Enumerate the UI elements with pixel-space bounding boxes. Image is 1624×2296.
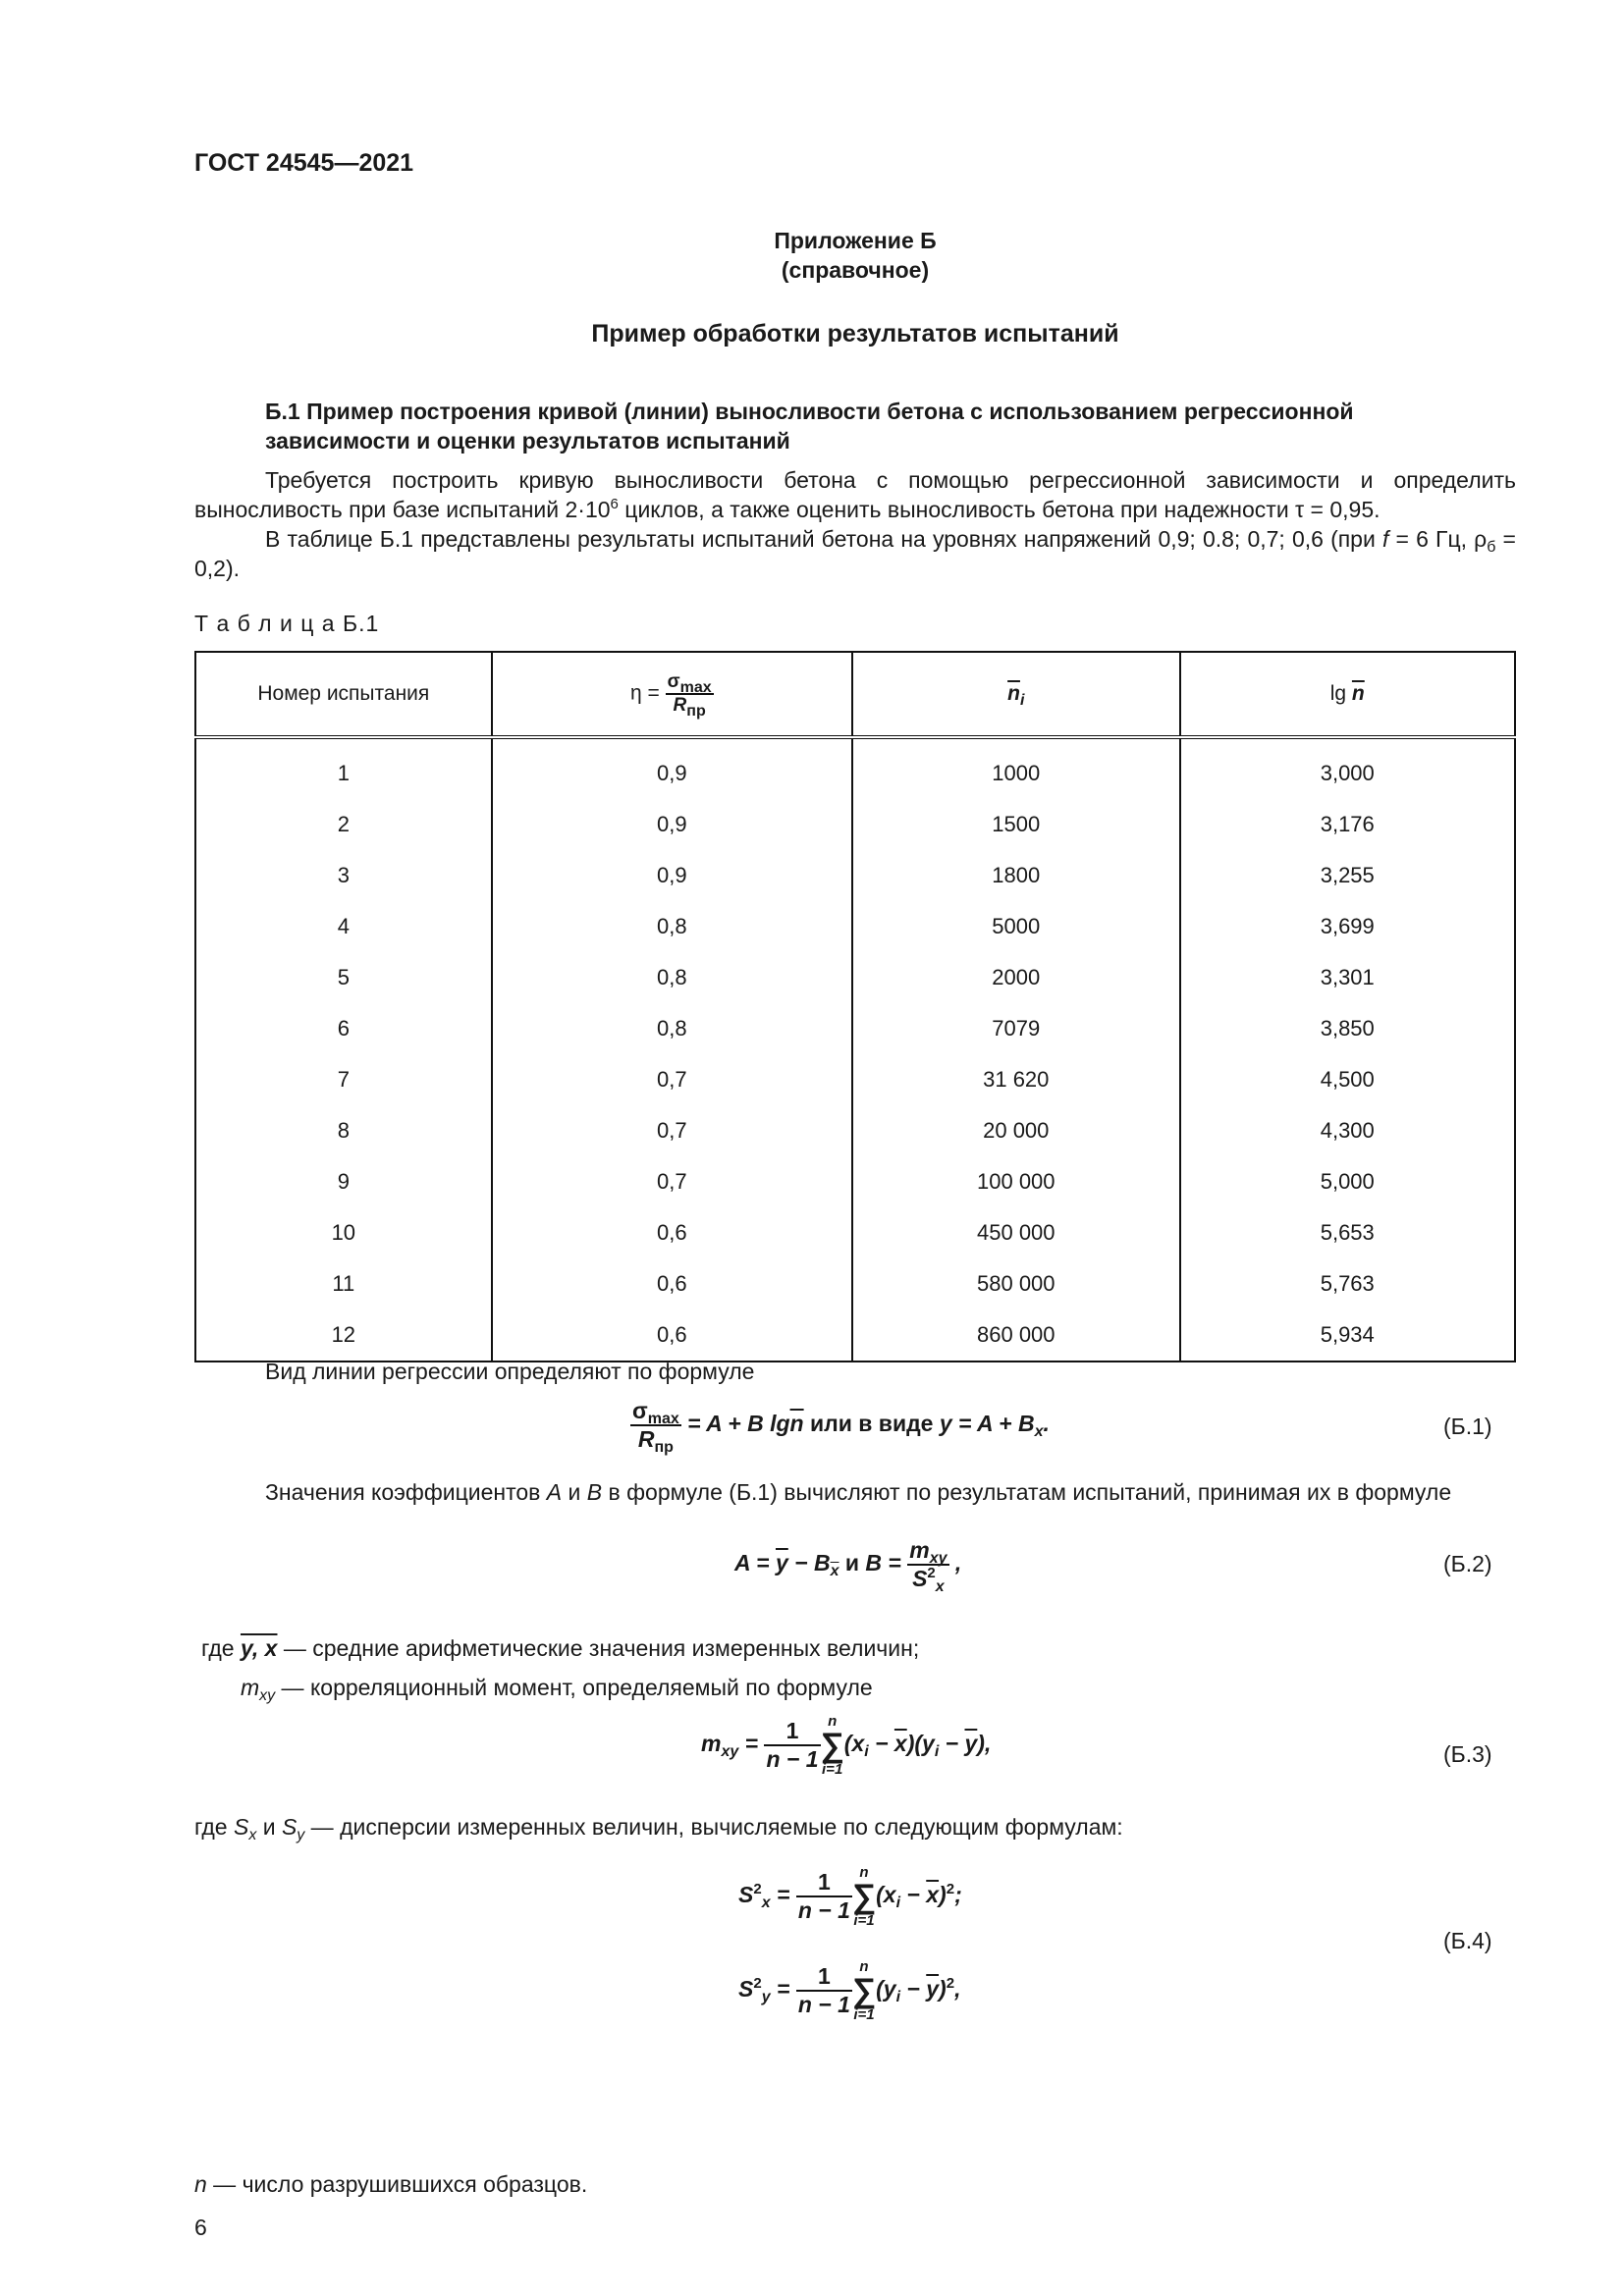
cycles-symbol: $\overline{n}$ [1007,682,1020,705]
b4-sum-sign2: n ∑ i=1 [851,1958,877,2023]
cell-eta: 0,6 [492,1207,852,1258]
p1-exponent: 6 [610,496,619,512]
cell-lg: 5,934 [1180,1309,1516,1362]
table-row [195,1156,1515,1207]
b2-den-sup: 2 [927,1565,936,1581]
b4-s1: S [738,1882,754,1908]
cell-cycles: 450 000 [852,1207,1179,1258]
b1-rhs-sub: x [1034,1423,1044,1441]
b4-l1-c: ) [939,1882,947,1908]
p1-text-a: Требуется построить кривую выносливости бетона с помощью регрессионной зависимости и определить выносливость при базе испытаний 2·10 [194,467,1516,522]
coef-text-c: в формуле (Б.1) вычисляют по результатам испытаний, принимая их в формуле [602,1479,1452,1505]
appendix-heading: Пример обработки результатов испытаний [591,320,1119,347]
table-row [195,799,1515,850]
header-test-number: Номер испытания [195,652,492,737]
b1-den: R [637,1426,655,1452]
b1-den-sub: пр [654,1439,674,1456]
b4-l1-a: (x [876,1882,896,1908]
eta-den-sub: пр [686,703,706,720]
b4-sum-bot2: i=1 [853,2006,875,2023]
eq-number-b4: (Б.4) [1443,1928,1492,1953]
b4-l2-end: , [954,1976,961,2002]
table-row [195,737,1515,799]
b3-one: 1 [764,1718,820,1746]
cell-eta: 0,9 [492,799,852,850]
b3-sum-bot: i=1 [822,1761,843,1778]
cell-number: 12 [195,1309,492,1362]
eta-den: R [673,695,687,716]
p2-f-symbol: f [1381,526,1389,552]
b1-n: $\overline{n}$ [789,1411,804,1437]
table-row [195,952,1515,1003]
b3-body-d: − [939,1731,965,1757]
b3-xbar: $\overline{x}$ [893,1731,907,1757]
cell-eta: 0,8 [492,952,852,1003]
header-lg [1180,652,1516,737]
b4-eq1: = [770,1882,796,1908]
cell-cycles: 100 000 [852,1156,1179,1207]
b1-num: σ [632,1398,648,1423]
b3-sum-sign: n ∑ i=1 [820,1713,844,1778]
b4-nm1-1: n − 1 [797,1897,850,1923]
cell-number: 10 [195,1207,492,1258]
table-row [195,1003,1515,1054]
b3-body-i2: i [934,1743,940,1761]
b1-fraction [630,1398,681,1456]
cell-number: 3 [195,850,492,901]
eq-number-b1: (Б.1) [1443,1414,1492,1439]
cell-cycles: 20 000 [852,1105,1179,1156]
cell-cycles: 2000 [852,952,1179,1003]
table-row [195,850,1515,901]
formula-b2 [734,1537,962,1595]
cell-cycles: 7079 [852,1003,1179,1054]
cell-cycles: 1800 [852,850,1179,901]
b3-sum-top: n [828,1713,838,1730]
cell-lg: 4,300 [1180,1105,1516,1156]
b2-and: и [839,1550,866,1576]
b2-fraction [907,1537,948,1595]
eta-num: σ [667,671,680,692]
n-definition [194,2171,587,2198]
b4-l2-bar: $\overline{y}$ [926,1976,940,2002]
eta-fraction [666,671,714,720]
b3-body-c: )(y [906,1731,935,1757]
where3-S: S [233,1814,249,1840]
b4-l2-i: i [895,1989,901,2006]
table-row [195,1054,1515,1105]
cell-cycles: 5000 [852,901,1179,952]
section-heading-line1: Б.1 Пример построения кривой (линии) выносливости бетона с использованием регрессионной [265,399,1354,424]
formula-b4-line2 [738,1959,960,2022]
cell-number: 1 [195,737,492,799]
b1-num-sub: max [647,1411,679,1427]
b4-l2-c: ) [939,1976,947,2002]
p1-text-b: циклов, а также оценить выносливость бетона при надежности τ = 0,95. [618,497,1380,522]
b4-sum-top1: n [859,1864,869,1881]
where2-text: — корреляционный момент, определяемый по формуле [275,1675,873,1700]
cell-eta: 0,7 [492,1054,852,1105]
table-row [195,1309,1515,1362]
appendix-title: Приложение Б [774,228,937,253]
coef-text-a: Значения коэффициентов [265,1479,547,1505]
cell-number: 4 [195,901,492,952]
b2-B: B = [865,1550,908,1576]
cell-number: 7 [195,1054,492,1105]
b4-one1: 1 [796,1869,852,1897]
where3-text: — дисперсии измеренных величин, вычисляемые по следующим формулам: [304,1814,1123,1840]
table-header-row [195,652,1515,737]
table-row [195,1207,1515,1258]
table-row [195,1258,1515,1309]
cell-lg: 5,000 [1180,1156,1516,1207]
cell-cycles: 860 000 [852,1309,1179,1362]
section-heading [265,397,1516,455]
b4-l1-bar: $\overline{x}$ [926,1882,940,1908]
eq-number-b3: (Б.3) [1443,1741,1492,1767]
where2-sub: xy [259,1687,276,1704]
b3-body-a: (x [843,1731,865,1757]
b4-l1-b: − [900,1882,927,1908]
where-moment [241,1675,873,1704]
page-number: 6 [194,2215,207,2240]
b4-sup1: 2 [753,1881,762,1898]
cell-number: 9 [195,1156,492,1207]
cell-eta: 0,6 [492,1258,852,1309]
b4-l1-i: i [895,1895,901,1912]
cell-eta: 0,8 [492,901,852,952]
section-heading-line2: зависимости и оценки результатов испытаний [265,428,790,454]
b4-l2-sq: 2 [946,1975,955,1993]
where3-and: и [256,1814,282,1840]
p2-text-b: = 6 Гц, ρ [1388,526,1488,552]
formula-b4-line1 [738,1865,962,1928]
coef-A: A [546,1479,563,1505]
b4-sub1: x [761,1895,771,1912]
cell-lg: 5,763 [1180,1258,1516,1309]
cell-lg: 3,176 [1180,799,1516,850]
b3-fraction [764,1718,820,1773]
b4-fraction2 [796,1963,852,2018]
cell-lg: 5,653 [1180,1207,1516,1258]
coef-B: B [586,1479,603,1505]
b4-eq2: = [770,1976,796,2002]
n-def-text: — число разрушившихся образцов. [206,2171,588,2197]
b2-ybar: $\overline{y}$ [775,1550,788,1576]
where3-y: y [297,1827,305,1843]
where1-lead: где [201,1635,241,1661]
b4-sup2: 2 [753,1975,762,1993]
cell-lg: 3,255 [1180,850,1516,901]
b4-sum-sign1: n ∑ i=1 [851,1864,877,1929]
b3-body-e: ), [977,1731,992,1757]
eq-number-b2: (Б.2) [1443,1551,1492,1576]
b2-lhs: A = [734,1550,776,1576]
b3-nm1: n − 1 [766,1746,819,1772]
where3-x: x [248,1827,257,1843]
b2-comma: , [948,1550,962,1576]
paragraph-task [194,465,1516,524]
where3-S2: S [281,1814,298,1840]
cell-eta: 0,7 [492,1156,852,1207]
b2-den: S [912,1566,928,1591]
b4-one2: 1 [796,1963,852,1992]
table-caption: Т а б л и ц а Б.1 [194,611,380,636]
header-cycles [852,652,1179,737]
b4-l1-sq: 2 [946,1881,955,1898]
header-eta [492,652,852,737]
p2-text-c: = 0,2). [194,526,1516,581]
where-means [201,1635,919,1662]
cell-lg: 3,301 [1180,952,1516,1003]
eta-label: η = [630,681,660,705]
where3-lead: где [194,1814,234,1840]
n-def-symbol: n [194,2171,207,2197]
where2-symbol: m [241,1675,260,1700]
b1-dot: . [1043,1411,1050,1437]
formula-b3 [701,1714,991,1777]
b4-l1-end: ; [954,1882,962,1908]
b4-sum-top2: n [859,1958,869,1975]
b4-sum-bot1: i=1 [853,1912,875,1929]
paragraph-coefficients [194,1477,1516,1507]
b1-or: или в виде [803,1411,940,1437]
regression-intro: Вид линии регрессии определяют по формуле [265,1359,755,1384]
p2-text-a: В таблице Б.1 представлены результаты испытаний бетона на уровнях напряжений 0,9; 0.8; 0,7; 0,6 (при [265,526,1382,552]
where1-symbols: y, x [240,1635,278,1661]
cell-eta: 0,8 [492,1003,852,1054]
b3-ybar: $\overline{y}$ [964,1731,978,1757]
results-table [194,651,1516,1362]
b4-l2-a: (y [876,1976,896,2002]
cell-cycles: 1000 [852,737,1179,799]
cell-cycles: 31 620 [852,1054,1179,1105]
b2-xsub: x [830,1563,839,1580]
b1-mid: = A + B lg [680,1411,790,1437]
b3-eq: = [738,1731,765,1757]
b1-rhs: y = A + B [939,1411,1035,1437]
cell-cycles: 580 000 [852,1258,1179,1309]
cell-number: 8 [195,1105,492,1156]
cell-eta: 0,7 [492,1105,852,1156]
b4-nm1-2: n − 1 [797,1992,850,2017]
b4-sub2: y [761,1989,771,2006]
cell-number: 2 [195,799,492,850]
table-row [195,1105,1515,1156]
b2-num-sub: xy [929,1550,947,1567]
cell-lg: 3,850 [1180,1003,1516,1054]
eta-num-sub: max [679,679,712,696]
cell-number: 5 [195,952,492,1003]
cycles-sub: i [1019,692,1025,709]
cell-number: 6 [195,1003,492,1054]
formula-b1 [630,1398,1050,1456]
where1-text: — средние арифметические значения измеренных величин; [277,1635,920,1661]
lg-label: lg [1329,682,1352,705]
b3-lhs: m [701,1731,722,1757]
b4-fraction1 [796,1869,852,1924]
cell-eta: 0,9 [492,850,852,901]
lg-n-symbol: $\overline{n}$ [1351,682,1365,705]
b3-lhs-sub: xy [721,1743,739,1761]
table-row [195,901,1515,952]
b4-l2-b: − [900,1976,927,2002]
cell-eta: 0,6 [492,1309,852,1362]
b4-s2: S [738,1976,754,2002]
b2-minus: − B [787,1550,831,1576]
cell-number: 11 [195,1258,492,1309]
p2-rho-sub: б [1487,539,1496,556]
where-variance [194,1814,1123,1841]
document-code: ГОСТ 24545—2021 [194,149,414,177]
b3-body-b: − [868,1731,894,1757]
cell-lg: 4,500 [1180,1054,1516,1105]
appendix-subtitle: (справочное) [781,257,930,283]
cell-eta: 0,9 [492,737,852,799]
b2-den-sub: x [935,1578,945,1595]
b2-num: m [909,1537,930,1563]
b3-body-i: i [864,1743,869,1761]
cell-lg: 3,000 [1180,737,1516,799]
coef-text-b: и [562,1479,587,1505]
cell-lg: 3,699 [1180,901,1516,952]
paragraph-table-intro [194,524,1516,583]
cell-cycles: 1500 [852,799,1179,850]
